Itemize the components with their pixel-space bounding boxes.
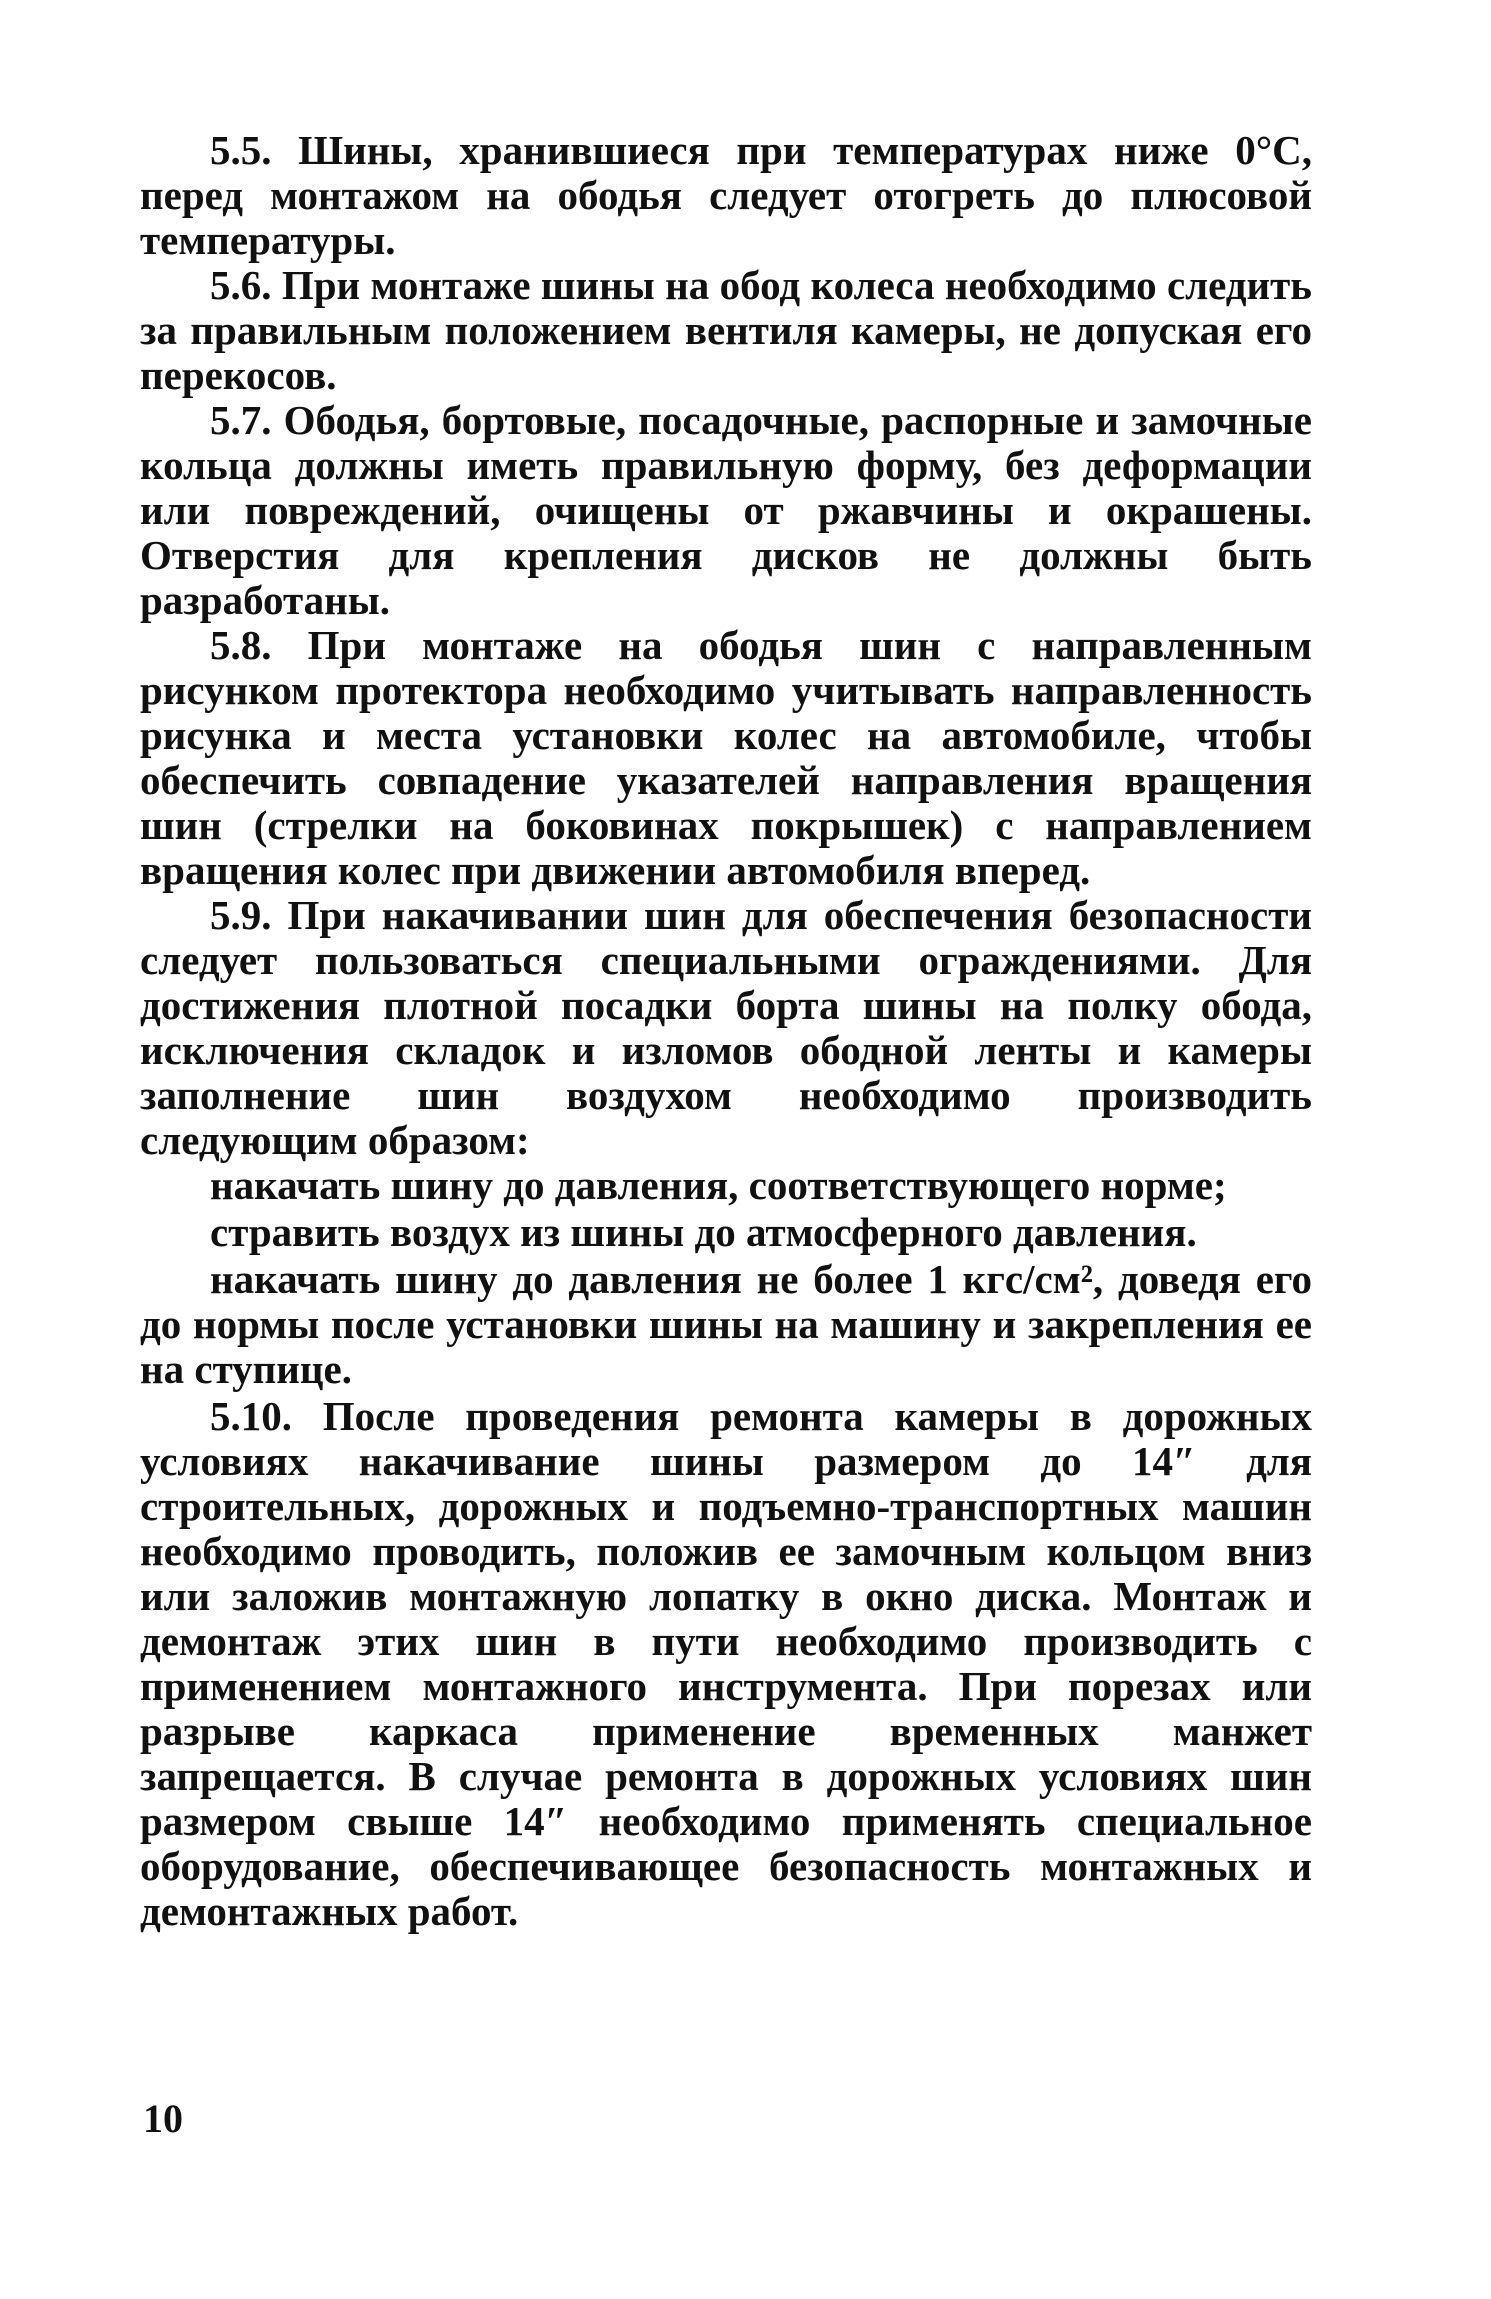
paragraph-5-9: 5.9. При накачивании шин для обеспечения безопасности следует пользоваться специальными ограждениями. Для достижения плотной посадки борта шины на полку обода, исключения складок и изломов ободной ленты и камеры заполнение шин воздухом необходимо производить следующим образом: [140,892,1312,1163]
paragraph-5-6: 5.6. При монтаже шины на обод колеса необходимо следить за правильным положением вентиля камеры, не допуская его перекосов. [140,262,1312,398]
document-page [140,128,1312,1934]
paragraph-5-10: 5.10. После проведения ремонта камеры в дорожных условиях накачивание шины размером до 14″ для строительных, дорожных и подъемно-транспортных машин необходимо проводить, положив ее замочным кольцом вниз или заложив монтажную лопатку в окно диска. Монтаж и демонтаж этих шин в пути необходимо производить с применением монтажного инструмента. При порезах или разрыве каркаса применение временных манжет запрещается. В случае ремонта в дорожных условиях шин размером свыше 14″ необходимо применять специальное оборудование, обеспечивающее безопасность монтажных и демонтажных работ. [140,1393,1312,1934]
page-number: 10 [143,2096,183,2141]
paragraph-5-8: 5.8. При монтаже на ободья шин с направленным рисунком протектора необходимо учитывать направленность рисунка и места установки колес на автомобиле, чтобы обеспечить совпадение указателей направления вращения шин (стрелки на боковинах покрышек) с направлением вращения колес при движении автомобиля вперед. [140,622,1312,893]
paragraph-5-5: 5.5. Шины, хранившиеся при температурах ниже 0°С, перед монтажом на ободья следует отогреть до плюсовой температуры. [140,127,1312,263]
step-release-air: стравить воздух из шины до атмосферного давления. [210,1209,1197,1255]
paragraph-5-7: 5.7. Ободья, бортовые, посадочные, распорные и замочные кольца должны иметь правильную форму, без деформации или повреждений, очищены от ржавчины и окрашены. Отверстия для крепления дисков не должны быть разработаны. [140,397,1312,623]
step-inflate-to-norm: накачать шину до давления, соответствующего норме; [210,1162,1227,1208]
step-inflate-and-mount: накачать шину до давления не более 1 кгс/см², доведя его до нормы после установки шины на машину и закрепления ее на ступице. [140,1256,1312,1392]
